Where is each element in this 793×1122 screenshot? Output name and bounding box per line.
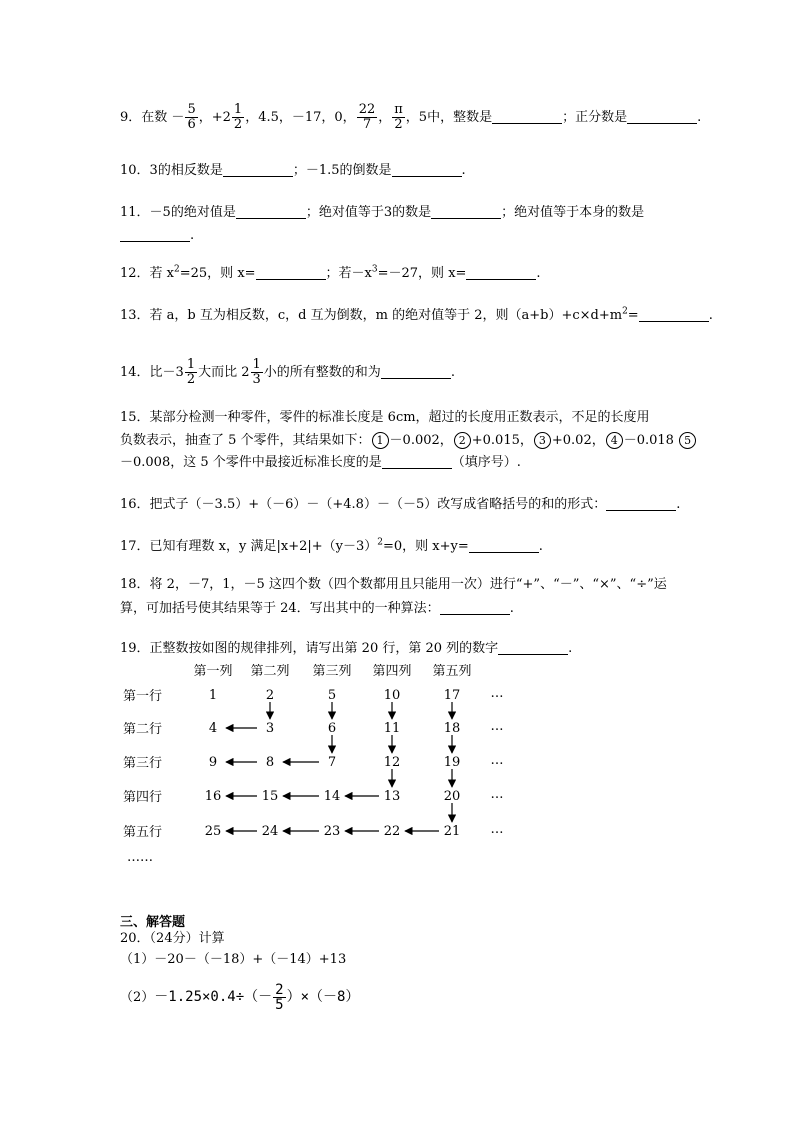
question-16: 16．把式子（－3.5）+（－6）－（+4.8）－（－5）改写成省略括号的和的形式： . (120, 497, 681, 512)
question-20-part-2: （2）－1.25×0.4÷（－ $\frac{2}{5}$ ）×（－8） (120, 982, 360, 1013)
grid-number: 25 (204, 824, 222, 839)
answer-blank-abs-5[interactable] (236, 204, 306, 219)
answer-blank-abs-eq-3[interactable] (431, 204, 501, 219)
row-continuation-ellipsis: … (490, 686, 504, 701)
answer-blank-abs-self[interactable] (120, 227, 190, 242)
fraction-pi-2: $\frac{\pi}{2}$ (394, 102, 403, 132)
question-12: 12．若 $x^2=25$，则 x= ；若$-x^3=-27$，则 x= . (120, 264, 541, 281)
column-header: 第二列 (250, 664, 290, 679)
question-18-line-2: 算，可加括号使其结果等于 24．写出其中的一种算法： . (120, 601, 514, 616)
grid-number: 24 (261, 824, 279, 839)
grid-number: 3 (265, 721, 275, 736)
question-9: 9．在数 － $\frac{5}{6}$ ，+2 $\frac{1}{2}$ ，4.5，－17，0， $\frac{22}{7}$ ， $\frac{\pi}{2}$ ，5中，整数是 ；正分数是 . (120, 102, 702, 132)
grid-number: 18 (443, 721, 461, 736)
question-13: 13．若 a，b 互为相反数，c，d 互为倒数，m 的绝对值等于 2，则$(a+b)+c\times d+m^2=$ . (120, 306, 713, 323)
fraction-1-3: $\frac{1}{3}$ (252, 357, 261, 387)
rows-continuation-ellipsis: …… (127, 850, 153, 865)
answer-blank-expression[interactable] (639, 307, 709, 322)
section-title-answer-questions: 三、解答题 (120, 915, 186, 930)
grid-number: 19 (443, 755, 461, 770)
row-header: 第五行 (123, 825, 163, 840)
question-10: 10．3的相反数是 ；－1.5的倒数是 . (120, 163, 466, 178)
grid-number: 22 (383, 824, 401, 839)
answer-blank-row20-col20[interactable] (498, 640, 568, 655)
question-20-part-1: （1）－20－（－18）+（－14）+13 (120, 952, 347, 967)
question-15-line-3: －0.008，这 5 个零件中最接近标准长度的是 （填序号）. (120, 455, 521, 470)
circled-number-3: 3 (534, 432, 551, 449)
grid-number: 15 (261, 789, 279, 804)
answer-blank-x-square[interactable] (256, 265, 326, 280)
circled-number-1: 1 (372, 432, 389, 449)
answer-blank-x-cube[interactable] (466, 265, 536, 280)
grid-number: 20 (443, 789, 461, 804)
grid-number: 12 (383, 755, 401, 770)
grid-number: 23 (323, 824, 341, 839)
question-15-line-2: 负数表示，抽查了 5 个零件，其结果如下： 1 －0.002， 2 +0.015， 3 +0.02， 4 －0.018 5 (120, 432, 697, 449)
grid-number: 21 (443, 824, 461, 839)
question-17: 17．已知有理数 x，y 满足$|x+2|+(y-3)^2=0$，则 x+y= . (120, 537, 543, 554)
grid-number: 10 (383, 688, 401, 703)
grid-number: 14 (323, 789, 341, 804)
answer-blank-closest-part[interactable] (382, 454, 452, 469)
grid-number: 5 (327, 688, 337, 703)
row-header: 第一行 (123, 689, 163, 704)
row-continuation-ellipsis: … (490, 787, 504, 802)
row-header: 第二行 (123, 722, 163, 737)
column-header: 第四列 (372, 664, 412, 679)
number-arrangement-diagram (0, 655, 793, 870)
column-header: 第三列 (312, 664, 352, 679)
answer-blank-24-game[interactable] (440, 600, 510, 615)
row-header: 第三行 (123, 756, 163, 771)
question-14: 14．比－3 $\frac{1}{2}$ 大而比 2 $\frac{1}{3}$ 小的所有整数的和为 . (120, 357, 455, 387)
grid-number: 17 (443, 688, 461, 703)
grid-number: 6 (327, 721, 337, 736)
row-continuation-ellipsis: … (490, 719, 504, 734)
circled-number-4: 4 (606, 432, 623, 449)
fraction-22-7: $\frac{22}{7}$ (358, 102, 376, 132)
row-continuation-ellipsis: … (490, 753, 504, 768)
answer-blank-integer-sum[interactable] (381, 364, 451, 379)
question-19: 19．正整数按如图的规律排列，请写出第 20 行，第 20 列的数字 . (120, 641, 573, 656)
circled-number-2: 2 (454, 432, 471, 449)
grid-number: 4 (208, 721, 218, 736)
question-11: 11．－5的绝对值是 ；绝对值等于3的数是 ；绝对值等于本身的数是 (120, 205, 645, 220)
grid-number: 16 (204, 789, 222, 804)
grid-number: 9 (208, 755, 218, 770)
answer-blank-opposite[interactable] (223, 162, 293, 177)
grid-number: 1 (208, 688, 218, 703)
question-18-line-1: 18．将 2，－7，1，－5 这四个数（四个数都用且只能用一次）进行“+”、“－”、“×”、“÷”运 (120, 577, 667, 592)
column-header: 第一列 (193, 664, 233, 679)
grid-number: 11 (383, 721, 401, 736)
grid-number: 13 (383, 789, 401, 804)
grid-number: 8 (265, 755, 275, 770)
mixed-number-2-1-2: +2 $\frac{1}{2}$ (211, 102, 243, 132)
column-header: 第五列 (432, 664, 472, 679)
question-20-title: 20．（24分）计算 (120, 931, 225, 946)
circled-number-5: 5 (679, 432, 696, 449)
answer-blank-simplified[interactable] (606, 496, 676, 511)
answer-blank-reciprocal[interactable] (392, 162, 462, 177)
grid-number: 7 (327, 755, 337, 770)
fraction-2-5: $\frac{2}{5}$ (275, 982, 284, 1013)
answer-blank-positive-fractions[interactable] (627, 109, 697, 124)
answer-blank-integers[interactable] (492, 109, 562, 124)
answer-blank-x-plus-y[interactable] (469, 538, 539, 553)
grid-number: 2 (265, 688, 275, 703)
question-15-line-1: 15．某部分检测一种零件，零件的标准长度是 6cm，超过的长度用正数表示，不足的长度用 (120, 410, 650, 425)
row-continuation-ellipsis: … (490, 822, 504, 837)
row-header: 第四行 (123, 790, 163, 805)
fraction-neg-5-6: － $\frac{5}{6}$ (171, 102, 196, 132)
fraction-1-2: $\frac{1}{2}$ (186, 357, 196, 387)
question-11-cont: . (120, 227, 194, 244)
